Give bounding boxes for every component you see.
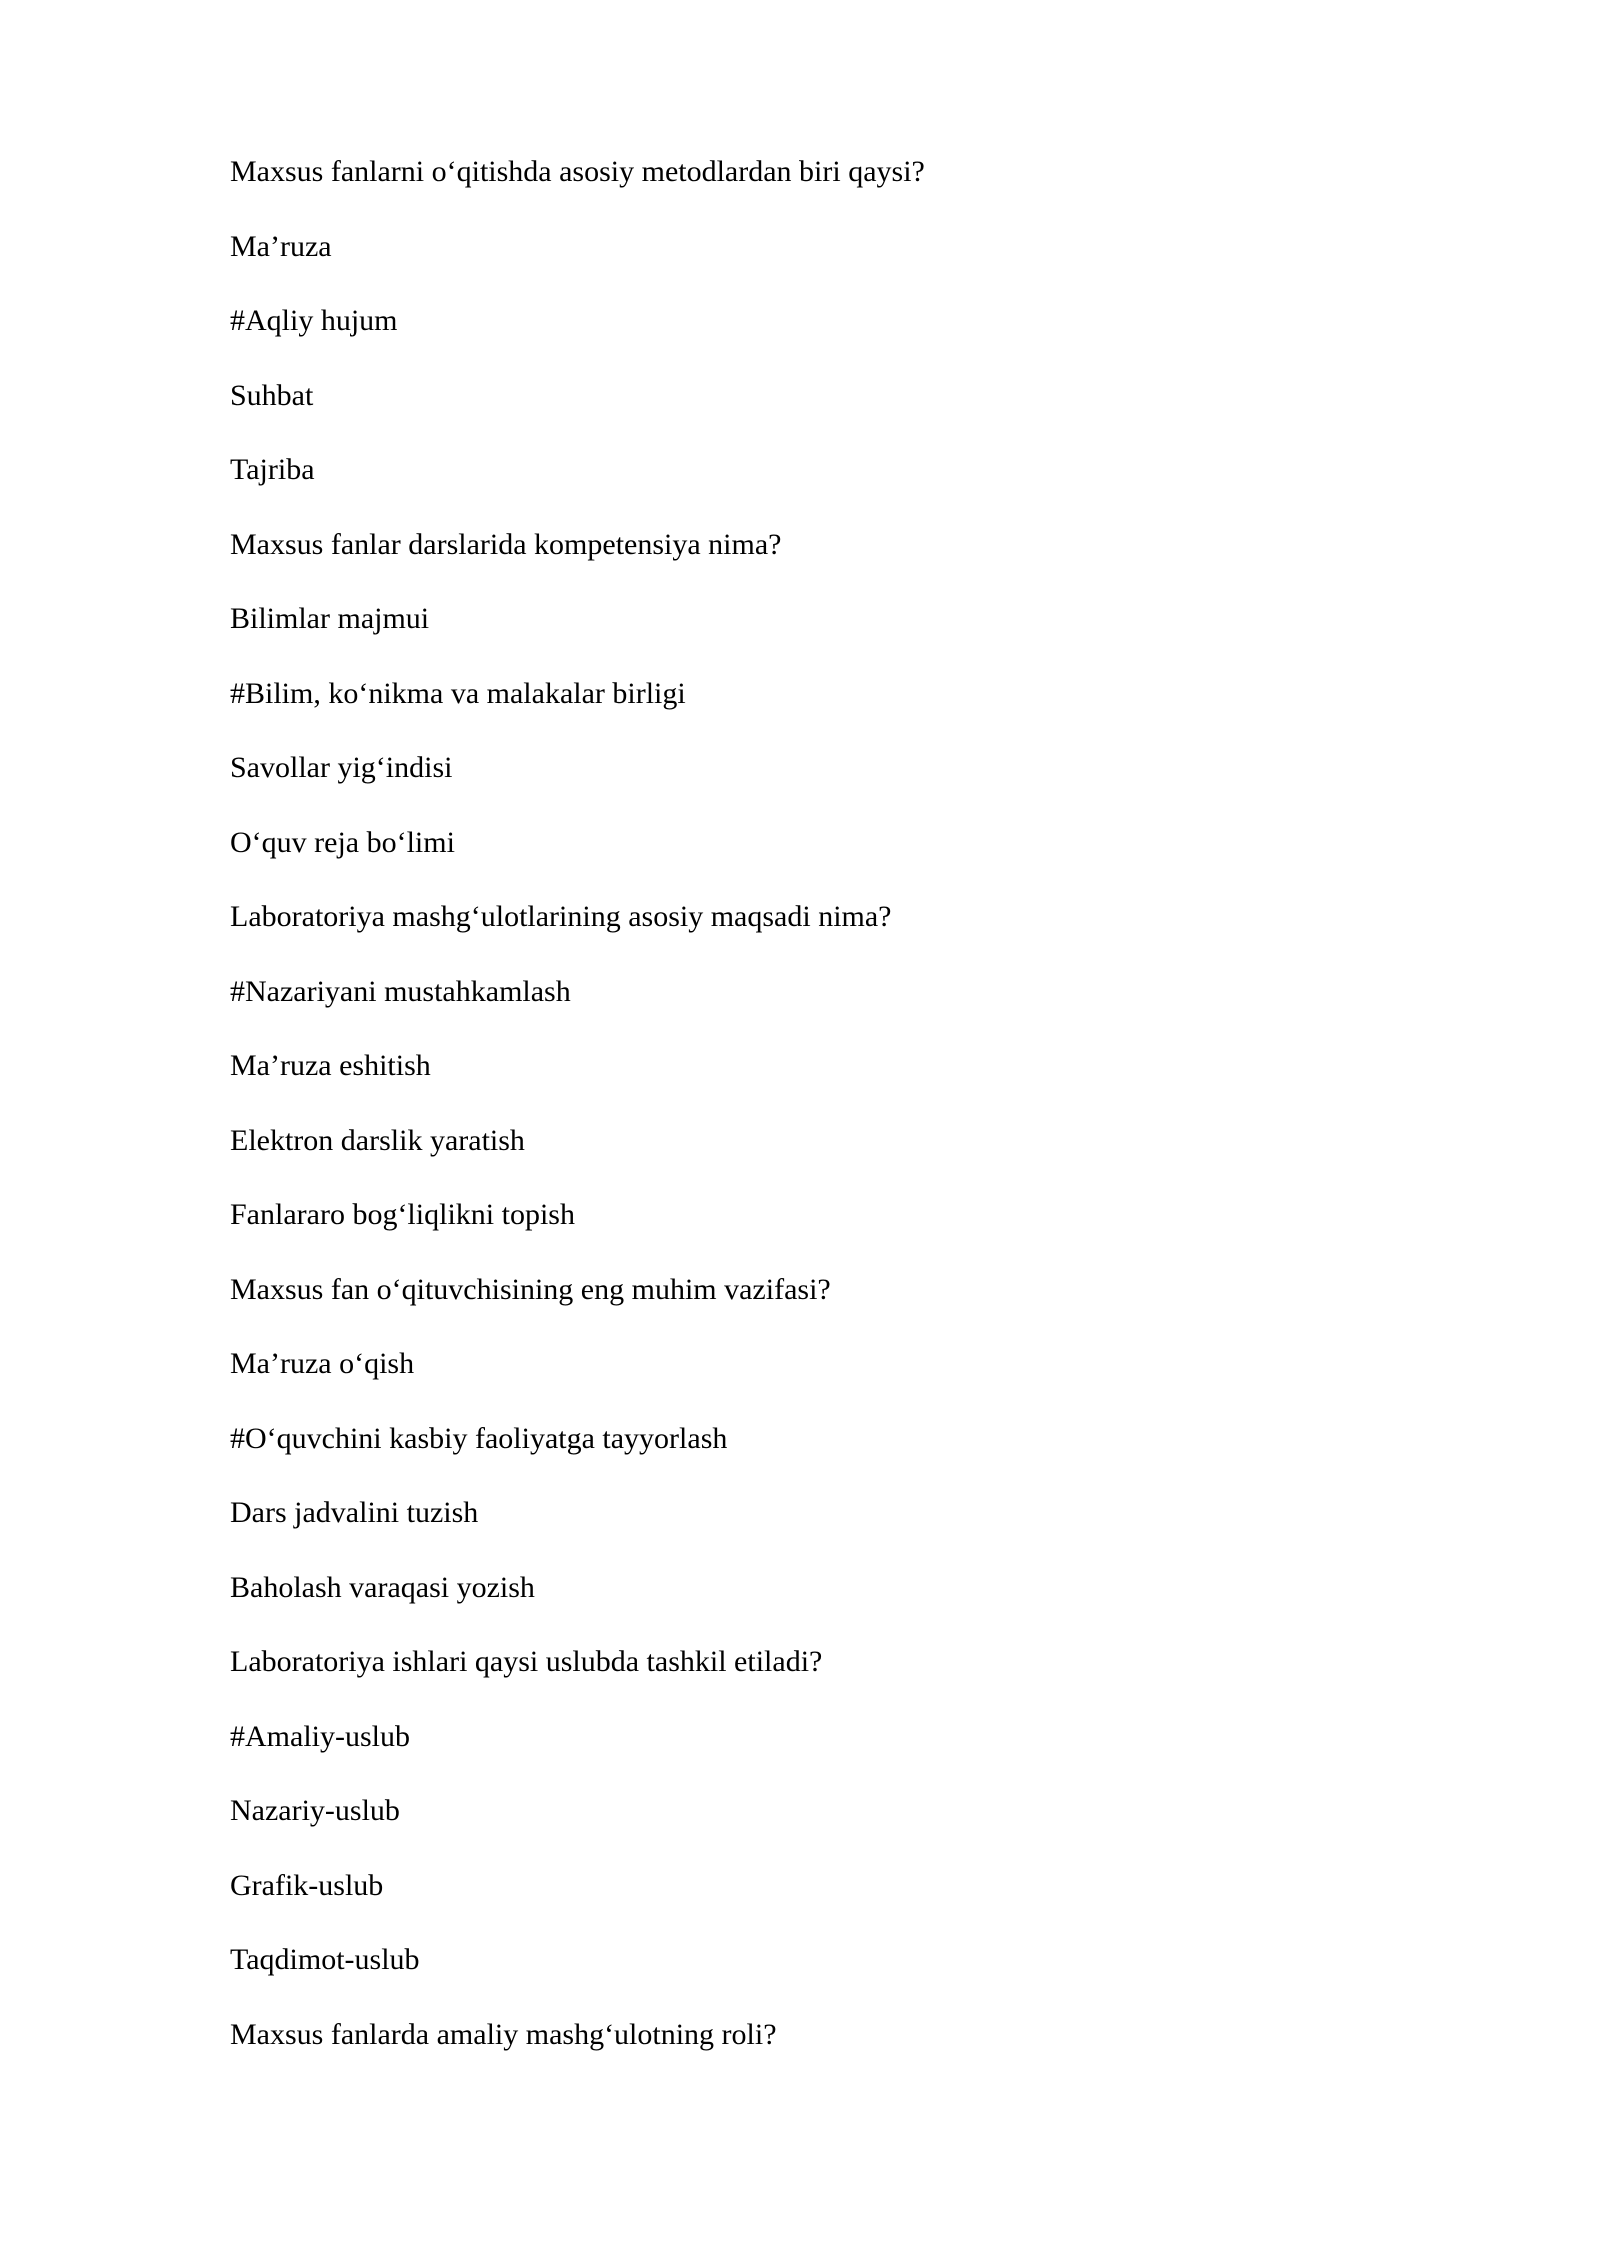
correct-answer-option: #Nazariyani mustahkamlash xyxy=(230,974,571,1008)
question-text: Maxsus fanlarni o‘qitishda asosiy metodlardan biri qaysi? xyxy=(230,155,925,188)
answer-option: Taqdimot-uslub xyxy=(230,1943,420,1976)
answer-option: Bilimlar majmui xyxy=(230,602,430,635)
answer-option: Fanlararo bog‘liqlikni topish xyxy=(230,1198,575,1231)
question-text: Laboratoriya ishlari qaysi uslubda tashkil etiladi? xyxy=(230,1645,823,1678)
question-text: Maxsus fan o‘qituvchisining eng muhim vazifasi? xyxy=(230,1272,831,1306)
correct-answer-option: #O‘quvchini kasbiy faoliyatga tayyorlash xyxy=(230,1421,728,1455)
answer-option: Savollar yig‘indisi xyxy=(230,751,453,784)
question-text: Laboratoriya mashg‘ulotlarining asosiy maqsadi nima? xyxy=(230,900,892,933)
question-text: Maxsus fanlar darslarida kompetensiya nima? xyxy=(230,527,782,561)
answer-option: Suhbat xyxy=(230,378,314,412)
answer-option: Tajriba xyxy=(230,453,315,486)
answer-option: Grafik-uslub xyxy=(230,1868,384,1902)
answer-option: Nazariy-uslub xyxy=(230,1794,400,1827)
correct-answer-option: #Bilim, ko‘nikma va malakalar birligi xyxy=(230,676,686,710)
answer-option: Ma’ruza eshitish xyxy=(230,1049,431,1082)
answer-option: Ma’ruza o‘qish xyxy=(230,1347,415,1380)
answer-option: Baholash varaqasi yozish xyxy=(230,1570,535,1604)
question-list xyxy=(230,150,1430,2087)
answer-option: Ma’ruza xyxy=(230,229,332,263)
answer-option: Dars jadvalini tuzish xyxy=(230,1496,479,1529)
correct-answer-option: #Amaliy-uslub xyxy=(230,1719,410,1753)
answer-option: Elektron darslik yaratish xyxy=(230,1123,525,1157)
question-text: Maxsus fanlarda amaliy mashg‘ulotning roli? xyxy=(230,2017,777,2051)
correct-answer-option: #Aqliy hujum xyxy=(230,304,398,337)
answer-option: O‘quv reja bo‘limi xyxy=(230,825,455,859)
